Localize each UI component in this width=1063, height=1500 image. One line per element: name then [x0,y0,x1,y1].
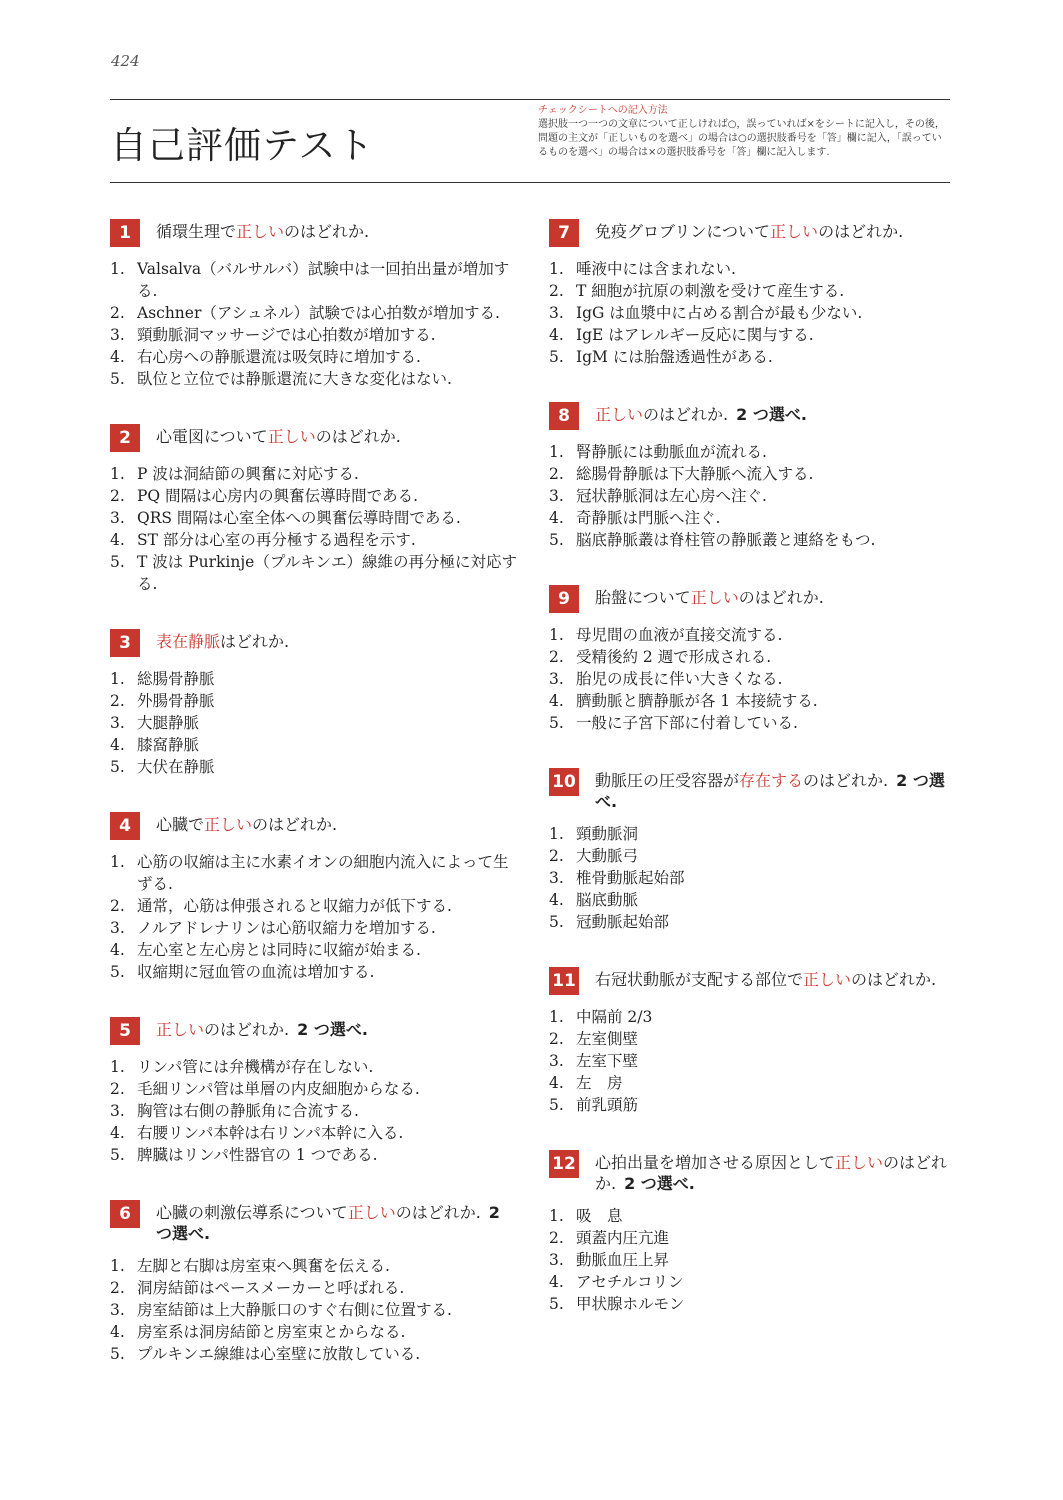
option-text: 脳底静脈叢は脊柱管の静脈叢と連絡をもつ. [576,531,876,549]
question-block [110,629,520,778]
option-item [549,463,959,485]
option-list [110,1056,520,1166]
option-text: IgG は血漿中に占める割合が最も少ない. [576,304,863,322]
option-number: 4. [110,531,125,549]
question-highlight: 正しい [236,222,285,241]
question-block [549,219,959,368]
option-item [110,258,520,302]
option-text: リンパ管には弁機構が存在しない. [137,1058,374,1076]
question-suffix: のはどれか. [595,1153,948,1193]
instructions-box [538,104,950,160]
question-number-badge: 9 [549,585,579,613]
question-block [549,585,959,734]
option-item [549,1227,959,1249]
question-text [156,812,337,835]
option-item [110,1343,520,1365]
question-highlight: 正しい [595,405,644,424]
option-number: 5. [549,531,564,549]
option-item [549,1205,959,1227]
option-list [549,258,959,368]
question-text [156,1017,368,1040]
option-text: 大伏在静脈 [137,758,215,776]
option-text: 一般に子宮下部に付着している. [576,714,798,732]
question-prefix: 心拍出量を増加させる原因として [595,1153,836,1172]
question-suffix: のはどれか. [803,771,889,790]
option-list [110,463,520,595]
option-text: 左室側壁 [576,1030,639,1048]
question-header [110,629,520,657]
option-item [549,1006,959,1028]
option-item [110,734,520,756]
option-text: 腎静脈には動脈血が流れる. [576,443,767,461]
option-number: 5. [110,1345,125,1363]
question-header [549,219,959,247]
question-prefix: 免疫グロブリンについて [595,222,771,241]
question-block [110,219,520,390]
left-column [110,219,520,1399]
option-text: 脳底動脈 [576,891,639,909]
question-header [549,1150,959,1194]
question-header [549,967,959,995]
question-suffix: のはどれか. [738,588,824,607]
option-number: 3. [110,1102,125,1120]
option-item [110,1056,520,1078]
option-item [110,1255,520,1277]
option-text: 脾臓はリンパ性器官の 1 つである. [137,1146,378,1164]
option-number: 4. [549,692,564,710]
option-number: 5. [110,1146,125,1164]
option-text: PQ 間隔は心房内の興奮伝導時間である. [137,487,418,505]
option-number: 5. [110,963,125,981]
option-text: 左心室と左心房とは同時に収縮が始まる. [137,941,421,959]
select-count: 2 つ選べ. [297,1020,368,1039]
option-number: 2. [549,847,564,865]
question-number-badge: 10 [549,768,579,796]
option-item [110,1299,520,1321]
option-text: 甲状腺ホルモン [576,1295,685,1313]
question-prefix: 心臓で [156,815,205,834]
question-prefix: 胎盤について [595,588,691,607]
question-suffix: のはどれか. [315,427,401,446]
option-text: プルキンエ線維は心室壁に放散している. [137,1345,421,1363]
option-item [110,668,520,690]
option-item [110,1078,520,1100]
option-item [110,690,520,712]
option-number: 3. [110,509,125,527]
option-number: 4. [110,1323,125,1341]
option-item [549,624,959,646]
option-item [549,823,959,845]
question-number-badge: 11 [549,967,579,995]
option-item [549,529,959,551]
question-header [549,402,959,430]
instructions-heading: チェックシートへの記入方法 [538,105,668,116]
option-item [549,258,959,280]
option-item [549,324,959,346]
option-item [110,463,520,485]
option-number: 2. [549,465,564,483]
question-prefix: 右冠状動脈が支配する部位で [595,970,804,989]
question-block [110,1200,520,1365]
option-number: 2. [110,304,125,322]
option-item [110,1100,520,1122]
question-text [156,219,369,242]
option-item [549,1028,959,1050]
option-item [110,302,520,324]
option-list [110,1255,520,1365]
option-number: 3. [110,326,125,344]
option-text: 洞房結節はペースメーカーと呼ばれる. [137,1279,405,1297]
question-highlight: 正しい [156,1020,205,1039]
question-block [549,1150,959,1315]
option-text: 左室下壁 [576,1052,639,1070]
option-number: 4. [549,1273,564,1291]
option-text: 唾液中には含まれない. [576,260,736,278]
question-suffix: のはどれか. [643,405,729,424]
option-text: 頭蓋内圧亢進 [576,1229,670,1247]
option-item [549,1072,959,1094]
option-number: 5. [110,370,125,388]
question-number-badge: 3 [110,629,140,657]
question-number-badge: 12 [549,1150,579,1178]
question-text [595,402,807,425]
question-block [110,812,520,983]
option-list [549,823,959,933]
option-text: 母児間の血液が直接交流する. [576,626,783,644]
option-item [549,867,959,889]
option-item [110,1144,520,1166]
option-item [110,1321,520,1343]
option-text: 左脚と右脚は房室束へ興奮を伝える. [137,1257,390,1275]
option-text: 大動脈弓 [576,847,639,865]
option-item [110,712,520,734]
option-number: 5. [549,1096,564,1114]
option-text: 総腸骨静脈は下大静脈へ流入する. [576,465,814,483]
option-item [549,346,959,368]
question-text [156,629,289,652]
question-highlight: 存在する [739,771,804,790]
question-header [549,768,959,812]
option-item [549,1094,959,1116]
question-text [156,1200,520,1244]
option-text: 吸 息 [576,1207,623,1225]
select-count: 2 つ選べ. [736,405,807,424]
option-number: 3. [549,1052,564,1070]
option-number: 3. [110,919,125,937]
option-text: ST 部分は心室の再分極する過程を示す. [137,531,416,549]
option-item [549,1249,959,1271]
option-number: 3. [549,869,564,887]
option-text: Aschner（アシュネル）試験では心拍数が増加する. [137,304,500,322]
option-text: P 波は洞結節の興奮に対応する. [137,465,359,483]
option-item [110,895,520,917]
option-number: 1. [110,670,125,688]
option-list [110,851,520,983]
option-text: 右心房への静脈還流は吸気時に増加する. [137,348,421,366]
option-number: 1. [110,465,125,483]
option-number: 1. [549,1008,564,1026]
option-text: 動脈血圧上昇 [576,1251,670,1269]
option-number: 2. [110,487,125,505]
option-number: 5. [549,913,564,931]
option-item [549,845,959,867]
option-text: Valsalva（バルサルバ）試験中は一回拍出量が増加する. [137,260,510,300]
option-item [549,911,959,933]
option-item [110,507,520,529]
option-text: 胎児の成長に伴い大きくなる. [576,670,783,688]
option-list [110,258,520,390]
option-number: 4. [110,1124,125,1142]
option-item [549,712,959,734]
option-text: アセチルコリン [576,1273,684,1291]
question-text [595,768,959,812]
option-number: 4. [549,1074,564,1092]
option-number: 4. [110,941,125,959]
option-item [110,939,520,961]
option-list [549,1205,959,1315]
question-suffix: のはどれか. [818,222,904,241]
question-number-badge: 2 [110,424,140,452]
option-number: 5. [110,553,125,571]
option-number: 3. [549,670,564,688]
header-top-rule [110,99,950,100]
option-text: 椎骨動脈起始部 [576,869,685,887]
option-number: 5. [549,348,564,366]
option-text: 通常，心筋は伸張されると収縮力が低下する. [137,897,452,915]
option-text: 奇静脈は門脈へ注ぐ. [576,509,721,527]
option-text: 膝窩静脈 [137,736,200,754]
question-prefix: 循環生理で [156,222,237,241]
option-number: 1. [110,853,125,871]
option-number: 2. [110,1080,125,1098]
option-text: 収縮期に冠血管の血流は増加する. [137,963,375,981]
option-number: 2. [549,648,564,666]
option-number: 3. [110,714,125,732]
option-text: 右腰リンパ本幹は右リンパ本幹に入る. [137,1124,404,1142]
option-text: 胸管は右側の静脈角に合流する. [137,1102,359,1120]
option-item [110,756,520,778]
option-text: 房室結節は上大静脈口のすぐ右側に位置する. [137,1301,452,1319]
question-header [110,424,520,452]
question-suffix: のはどれか. [252,815,338,834]
option-text: 大腿静脈 [137,714,200,732]
option-text: 冠動脈起始部 [576,913,670,931]
question-highlight: 正しい [347,1203,396,1222]
question-highlight: 正しい [770,222,819,241]
option-number: 1. [549,825,564,843]
select-count: 2 つ選べ. [624,1174,695,1193]
option-number: 2. [549,282,564,300]
question-suffix: のはどれか. [851,970,937,989]
option-item [110,368,520,390]
option-item [549,485,959,507]
option-item [549,690,959,712]
option-list [549,441,959,551]
question-suffix: はどれか. [220,632,290,651]
option-item [549,507,959,529]
question-suffix: のはどれか. [284,222,370,241]
option-number: 2. [549,1229,564,1247]
question-highlight: 正しい [690,588,739,607]
option-number: 1. [549,443,564,461]
option-text: 房室系は洞房結節と房室束とからなる. [137,1323,406,1341]
option-item [549,441,959,463]
option-item [110,346,520,368]
question-number-badge: 5 [110,1017,140,1045]
question-highlight: 正しい [204,815,253,834]
question-header [110,1017,520,1045]
question-text [595,967,936,990]
question-number-badge: 4 [110,812,140,840]
option-item [549,280,959,302]
option-number: 3. [549,1251,564,1269]
option-item [549,302,959,324]
option-number: 2. [549,1030,564,1048]
option-number: 1. [549,1207,564,1225]
option-list [549,624,959,734]
option-text: T 波は Purkinje（プルキンエ）線維の再分極に対応する. [137,553,518,593]
question-header [110,1200,520,1244]
option-number: 2. [110,692,125,710]
option-text: T 細胞が抗原の刺激を受けて産生する. [576,282,845,300]
option-item [110,485,520,507]
option-item [549,646,959,668]
option-item [110,324,520,346]
option-text: QRS 間隔は心室全体への興奮伝導時間である. [137,509,461,527]
option-item [110,851,520,895]
question-block [110,1017,520,1166]
option-number: 4. [549,326,564,344]
option-item [110,1277,520,1299]
option-number: 1. [110,260,125,278]
page-number: 424 [111,52,140,70]
question-number-badge: 6 [110,1200,140,1228]
option-text: 総腸骨静脈 [137,670,215,688]
option-number: 3. [549,304,564,322]
option-number: 5. [549,1295,564,1313]
option-text: 毛細リンパ管は単層の内皮細胞からなる. [137,1080,420,1098]
option-number: 1. [549,626,564,644]
option-text: 臥位と立位では静脈還流に大きな変化はない. [137,370,452,388]
select-count: 2 つ選べ. [156,1203,500,1243]
option-text: 冠状静脈洞は左心房へ注ぐ. [576,487,767,505]
question-text [595,585,824,608]
option-number: 4. [110,348,125,366]
question-text [595,219,903,242]
question-suffix: のはどれか. [204,1020,290,1039]
question-header [110,812,520,840]
option-number: 3. [110,1301,125,1319]
option-number: 2. [110,1279,125,1297]
question-highlight: 正しい [267,427,316,446]
option-text: IgE はアレルギー反応に関与する. [576,326,814,344]
option-number: 1. [549,260,564,278]
question-prefix: 心臓の刺激伝導系について [156,1203,348,1222]
option-number: 4. [549,509,564,527]
question-highlight: 表在静脈 [156,632,221,651]
option-text: 左 房 [576,1074,623,1092]
question-prefix: 心電図について [156,427,268,446]
option-number: 2. [110,897,125,915]
select-count: 2 つ選べ. [595,771,945,811]
option-item [110,529,520,551]
option-list [549,1006,959,1116]
option-text: 頸動脈洞 [576,825,639,843]
question-number-badge: 1 [110,219,140,247]
option-text: 前乳頭筋 [576,1096,639,1114]
option-number: 1. [110,1257,125,1275]
option-text: 外腸骨静脈 [137,692,215,710]
option-item [110,917,520,939]
right-column [549,219,959,1349]
option-number: 5. [110,758,125,776]
option-item [549,1271,959,1293]
instructions-body: 選択肢一つ一つの文章について正しければ○，誤っていれば×をシートに記入し，その後，問題の主文が「正しいものを選べ」の場合は○の選択肢番号を「答」欄に記入，「誤っているものを選べ」の場合は×の選択肢番号を「答」欄に記入します. [538,119,945,158]
question-prefix: 動脈圧の圧受容器が [595,771,740,790]
question-block [110,424,520,595]
option-item [549,889,959,911]
option-number: 4. [549,891,564,909]
option-item [549,668,959,690]
question-number-badge: 8 [549,402,579,430]
question-block [549,967,959,1116]
option-text: 頸動脈洞マッサージでは心拍数が増加する. [137,326,436,344]
option-item [110,961,520,983]
option-item [110,1122,520,1144]
question-highlight: 正しい [835,1153,884,1172]
option-number: 3. [549,487,564,505]
question-text [595,1150,959,1194]
option-item [549,1050,959,1072]
question-highlight: 正しい [803,970,852,989]
option-text: 中隔前 2/3 [576,1008,653,1026]
option-number: 1. [110,1058,125,1076]
option-list [110,668,520,778]
question-text [156,424,401,447]
question-block [549,768,959,933]
option-number: 5. [549,714,564,732]
question-header [549,585,959,613]
question-block [549,402,959,551]
option-text: ノルアドレナリンは心筋収縮力を増加する. [137,919,436,937]
header-bottom-rule [110,182,950,183]
question-suffix: のはどれか. [395,1203,481,1222]
option-text: IgM には胎盤透過性がある. [576,348,773,366]
option-text: 心筋の収縮は主に水素イオンの細胞内流入によって生ずる. [137,853,509,893]
option-text: 臍動脈と臍静脈が各 1 本接続する. [576,692,818,710]
page-title: 自己評価テスト [110,124,375,167]
option-item [549,1293,959,1315]
option-text: 受精後約 2 週で形成される. [576,648,772,666]
option-number: 4. [110,736,125,754]
question-number-badge: 7 [549,219,579,247]
question-header [110,219,520,247]
option-item [110,551,520,595]
